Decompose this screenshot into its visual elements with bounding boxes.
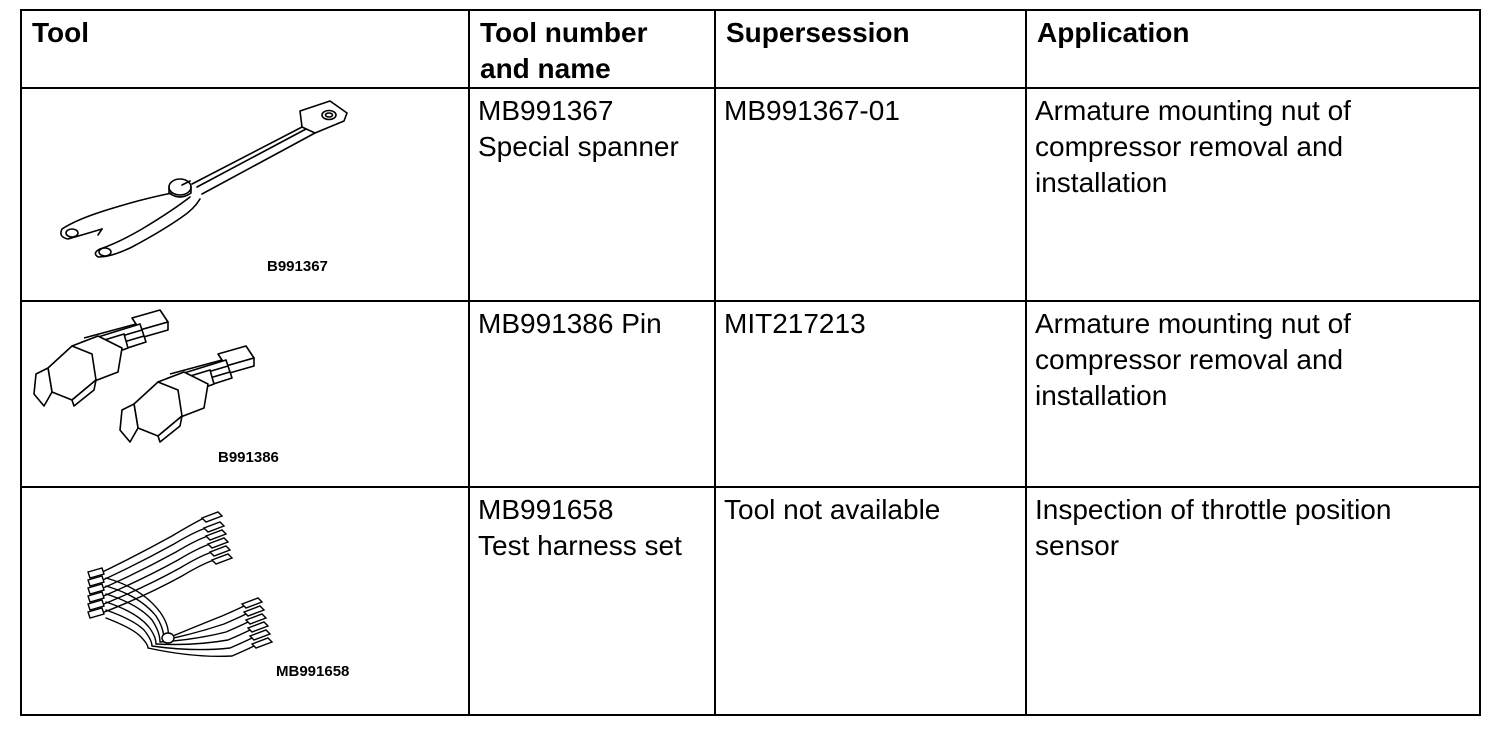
- table-header-row: [21, 10, 1480, 88]
- supersession-cell: MIT217213: [715, 301, 1026, 487]
- tool-image-cell: [21, 88, 469, 301]
- supersession-cell: Tool not available: [715, 487, 1026, 715]
- application-cell: Armature mounting nut of compressor removal and installation: [1026, 88, 1480, 301]
- table-row: [21, 301, 1480, 487]
- special-tools-table: [20, 9, 1481, 716]
- table-row: [21, 487, 1480, 715]
- tool-image-label: B991386: [218, 449, 279, 466]
- header-application: Application: [1026, 10, 1480, 88]
- tool-image-cell: [21, 301, 469, 487]
- table-row: [21, 88, 1480, 301]
- header-tool: Tool: [21, 10, 469, 88]
- tool-image-cell: [21, 487, 469, 715]
- tool-image-label: MB991658: [276, 663, 350, 680]
- application-cell: Inspection of throttle position sensor: [1026, 487, 1480, 715]
- header-tool-number: Tool number and name: [469, 10, 715, 88]
- application-cell: Armature mounting nut of compressor removal and installation: [1026, 301, 1480, 487]
- tool-number-cell: MB991386 Pin: [469, 301, 715, 487]
- header-supersession: Supersession: [715, 10, 1026, 88]
- tool-number-cell: MB991658 Test harness set: [469, 487, 715, 715]
- tool-image-label: B991367: [267, 258, 328, 275]
- test-harness-icon: [22, 488, 470, 716]
- special-spanner-icon: [22, 89, 470, 302]
- supersession-cell: MB991367-01: [715, 88, 1026, 301]
- tool-number-cell: MB991367 Special spanner: [469, 88, 715, 301]
